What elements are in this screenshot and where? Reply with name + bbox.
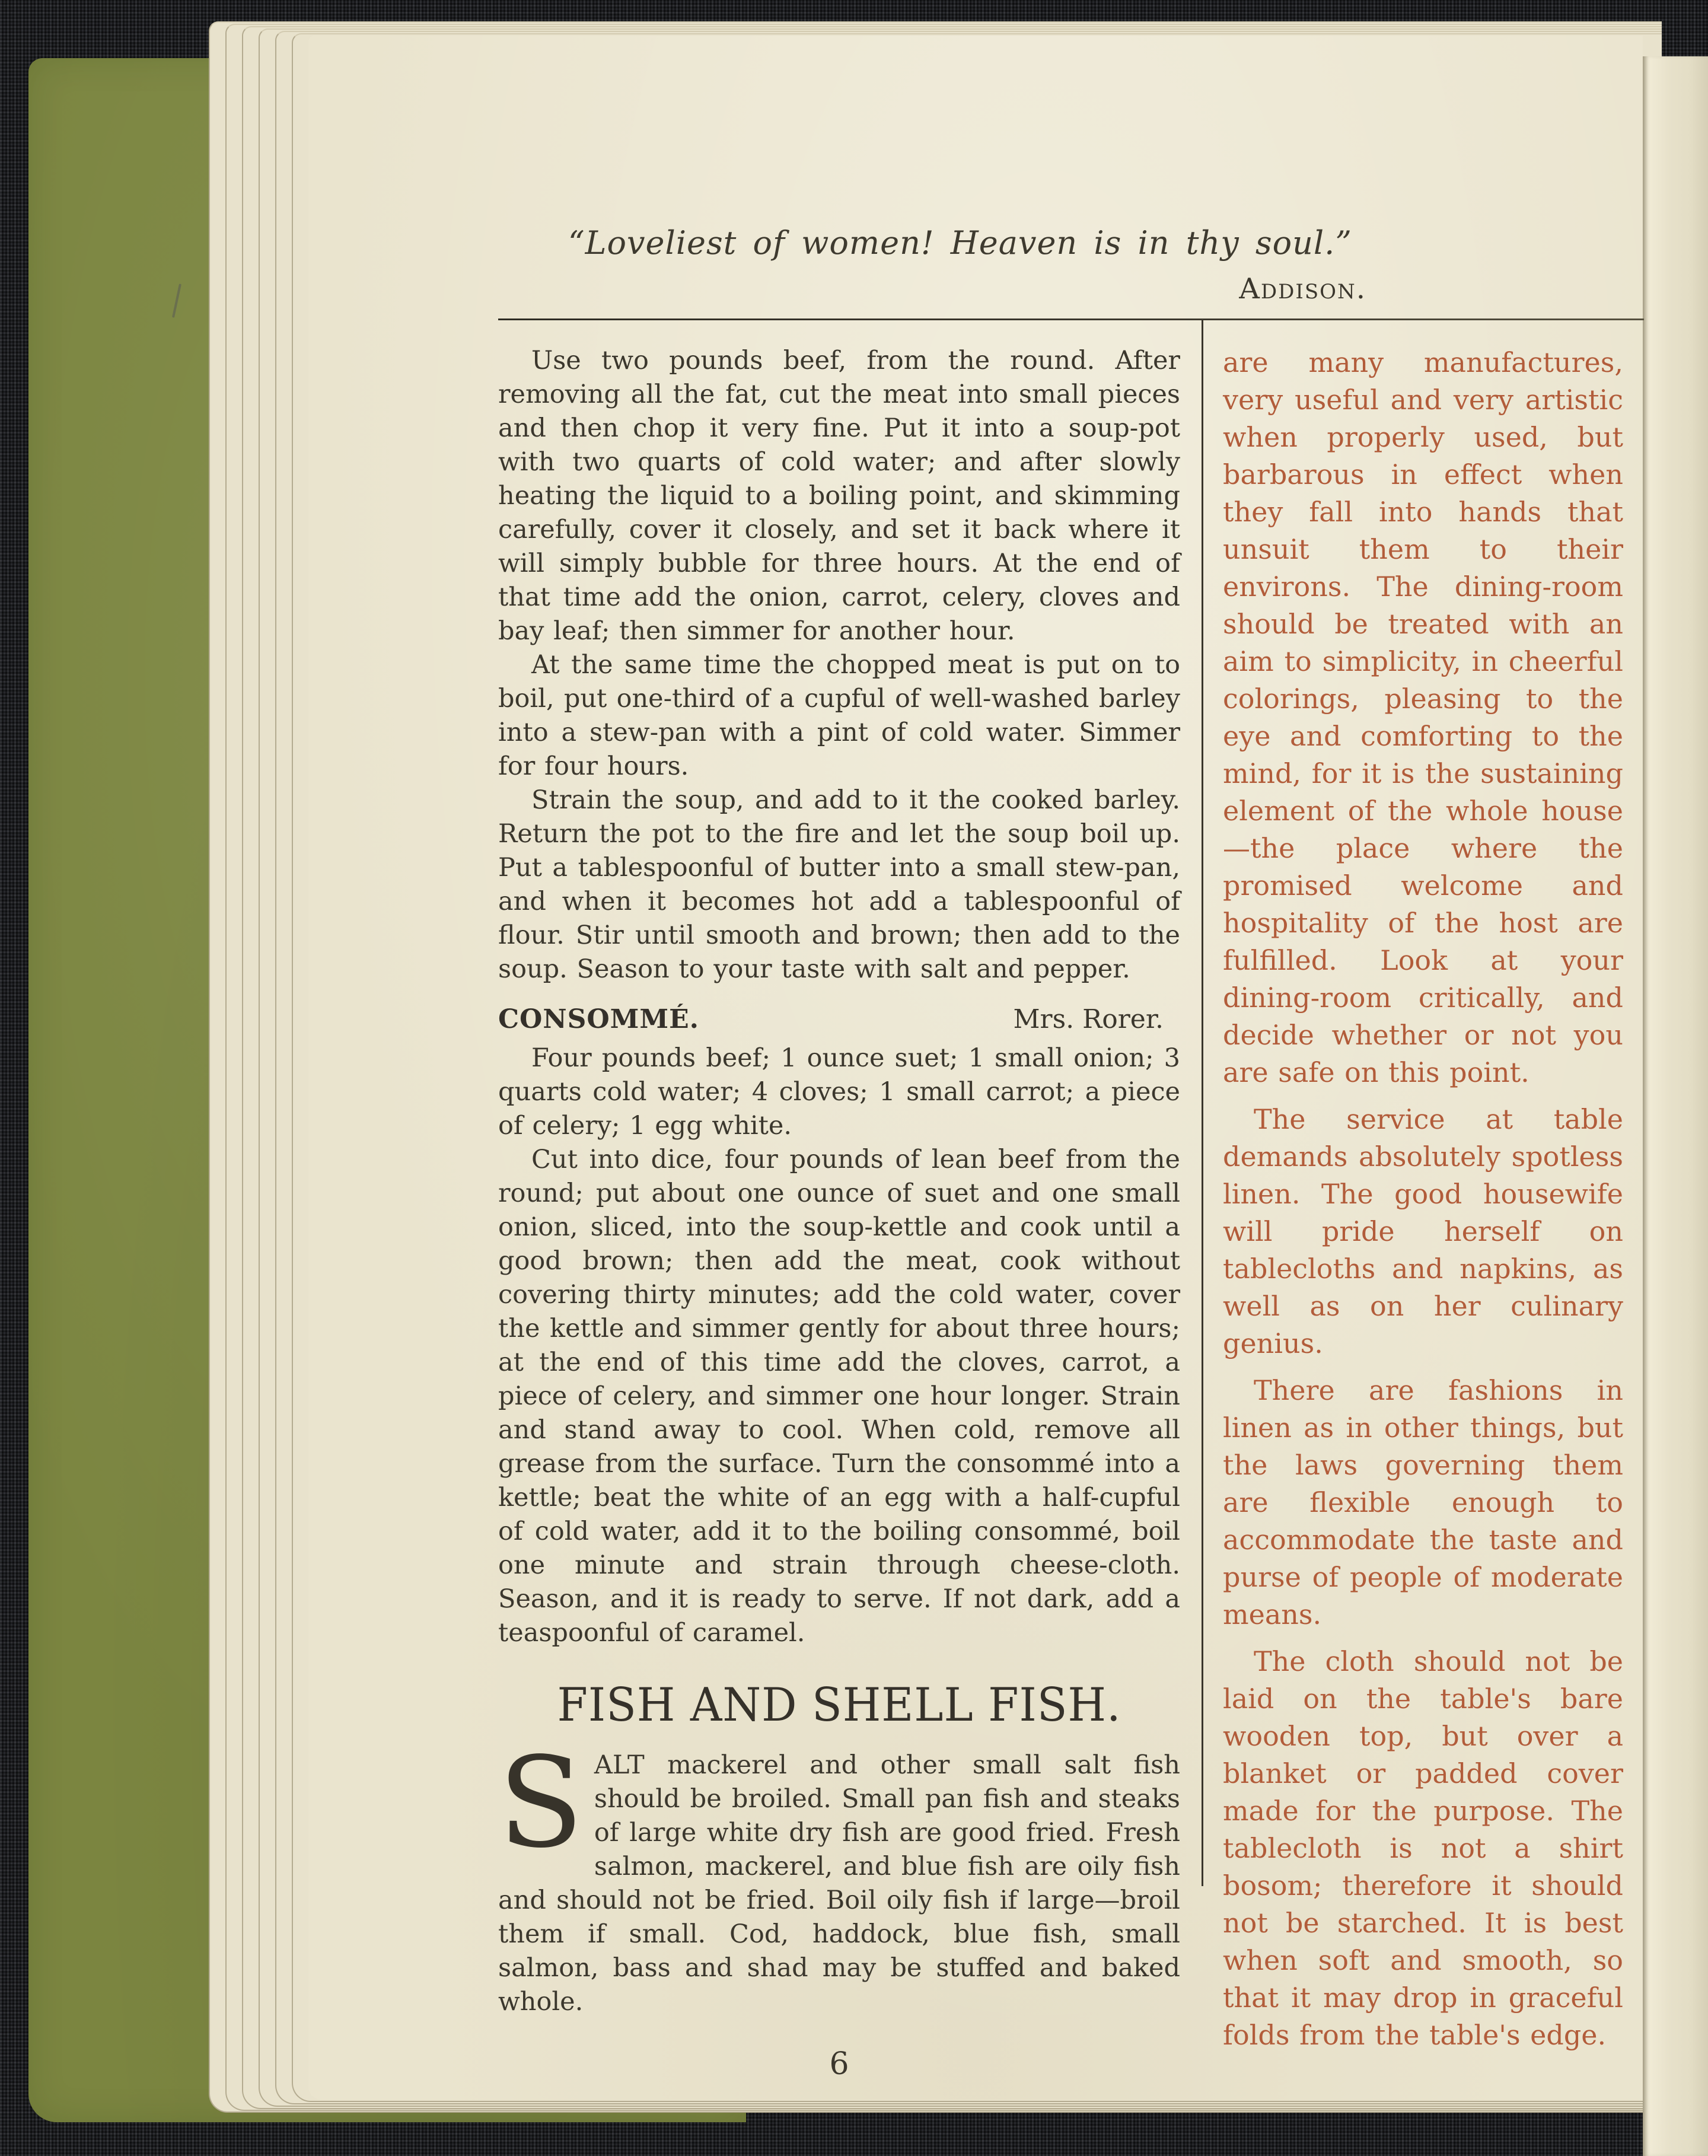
recipe-method: Cut into dice, four pounds of lean beef from the round; put about one ounce of suet and one small onion, sliced, into the soup-kettle and cook until a good brown; then add the meat, cook without covering thirty minutes; add the cold water, cover the kettle and simmer gently for about three hours; at the end of this time add the cloves, carrot, a piece of celery, and simmer one hour longer. Strain and stand away to cool. When cold, remove all grease from the surface. Turn the consommé into a kettle; beat the white of an egg with a half-cupful of cold water, add it to the boiling consommé, boil one minute and strain through cheese-cloth. Season, and it is ready to serve. If not dark, add a teaspoonful of caramel. <box>498 1144 1180 1648</box>
right-column <box>1223 320 1623 2063</box>
epigraph-attribution: Addison. <box>1239 272 1366 305</box>
paragraph: are many manufactures, very useful and very artistic when properly used, but barbarous in effect when they fall into hands that unsuit them to their environs. The dining-room should be treated with an aim to simplicity, in cheerful colorings, pleasing to the eye and comforting to the mind, for it is the sustaining element of the whole house—the place where the promised welcome and hospitality of the host are fulfilled. Look at your dining-room critically, and decide whether or not you are safe on this point. <box>1223 346 1623 1088</box>
paragraph: At the same time the chopped meat is put on to boil, put one-third of a cupful of well-washed barley into a stew-pan with a pint of cold water. Simmer for four hours. <box>498 649 1180 781</box>
dropcap-letter: S <box>498 1730 584 1875</box>
pencil-mark <box>172 284 181 318</box>
text-columns <box>498 320 1625 2082</box>
section-title: FISH AND SHELL FISH. <box>557 1678 1121 1732</box>
paragraph: There are fashions in linen as in other things, but the laws governing them are flexible enough to accommodate the taste and purse of people of moderate means. <box>1223 1374 1623 1630</box>
recipe-ingredients: Four pounds beef; 1 ounce suet; 1 small onion; 3 quarts cold water; 4 cloves; 1 small carrot; a piece of celery; 1 egg white. <box>498 1043 1180 1141</box>
paragraph: The cloth should not be laid on the table's bare wooden top, but over a blanket or padded cover made for the purpose. The tablecloth is not a shirt bosom; therefore it should not be starched. It is best when soft and smooth, so that it may drop in graceful folds from the table's edge. <box>1223 1645 1623 2051</box>
recipe-byline: Mrs. Rorer. <box>1013 1004 1164 1034</box>
page-number: 6 <box>829 2046 849 2082</box>
paragraph-text: ALT mackerel and other small salt fish should be broiled. Small pan fish and steaks of large white dry fish are good fried. Fresh salmon, mackerel, and blue fish are oily fish and should not be fried. Boil oily fish if large—broil them if small. Cod, haddock, blue fish, small salmon, bass and shad may be stuffed and baked whole. <box>498 1750 1180 2017</box>
epigraph <box>498 224 1625 305</box>
paragraph: The service at table demands absolutely spotless linen. The good housewife will pride herself on tablecloths and napkins, as well as on her culinary genius. <box>1223 1103 1623 1359</box>
column-divider-rule <box>1202 320 1203 1886</box>
recipe-heading <box>498 1004 1180 1034</box>
epigraph-quote: “Loveliest of women! Heaven is in thy soul.” <box>568 224 1352 262</box>
book-page <box>308 36 1643 2100</box>
left-column <box>498 320 1180 2082</box>
paragraph <box>498 1730 1180 2019</box>
paragraph: Use two pounds beef, from the round. After removing all the fat, cut the meat into small pieces and then chop it very fine. Put it into a soup-pot with two quarts of cold water; and after slowly heating the liquid to a boiling point, and skimming carefully, cover it closely, and set it back where it will simply bubble for three hours. At the end of that time add the onion, carrot, celery, cloves and bay leaf; then simmer for another hour. <box>498 345 1180 646</box>
paragraph: Strain the soup, and add to it the cooked barley. Return the pot to the fire and let the soup boil up. Put a tablespoonful of butter into a small stew-pan, and when it becomes hot add a tablespoonful of flour. Stir until smooth and brown; then add to the soup. Season to your taste with salt and pepper. <box>498 785 1180 984</box>
facing-page-edge <box>1643 56 1708 2156</box>
recipe-title: CONSOMMÉ. <box>498 1004 699 1034</box>
